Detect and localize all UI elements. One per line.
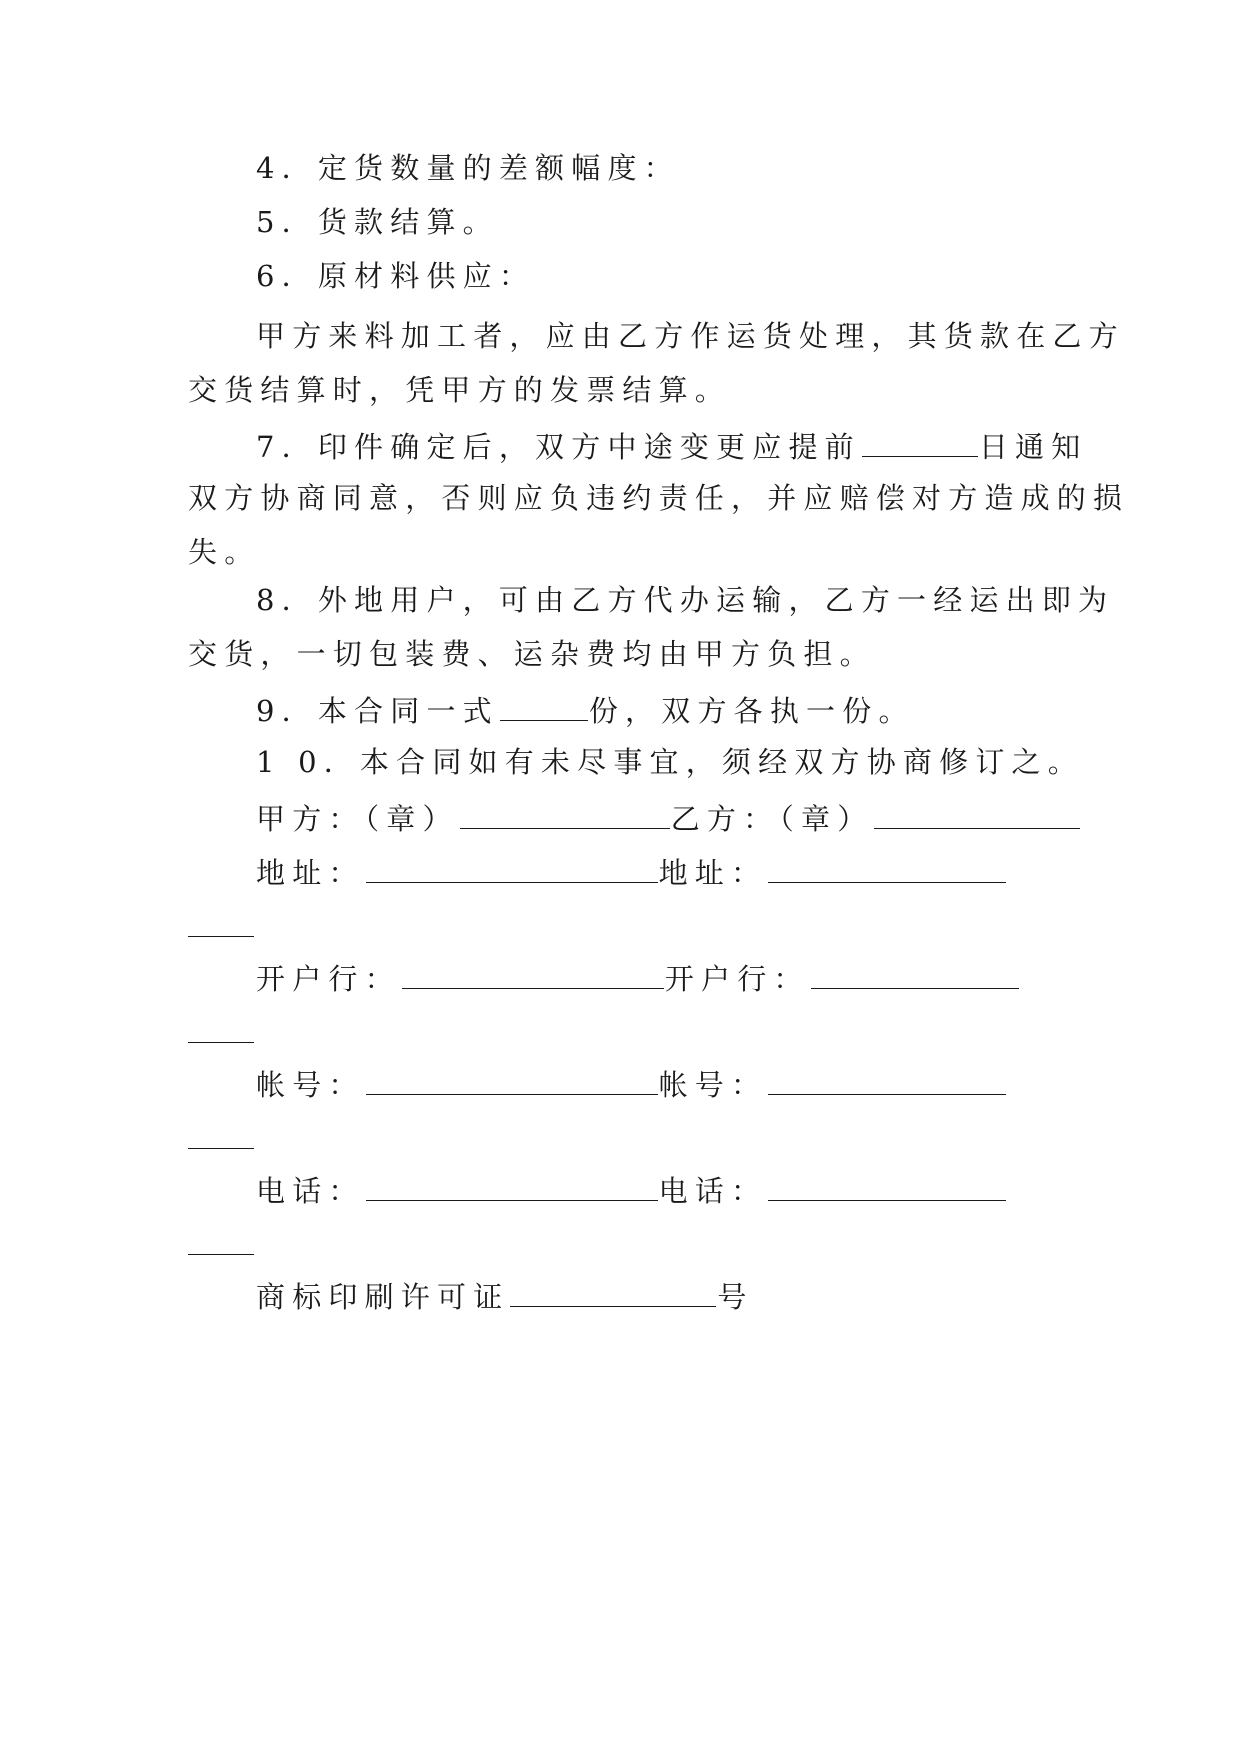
clause-6-paragraph-line-2: 交货结算时，凭甲方的发票结算。	[188, 373, 732, 407]
notice-days-blank[interactable]	[862, 424, 978, 457]
clause-4: 4．定货数量的差额幅度：	[256, 151, 680, 185]
address-row	[256, 850, 1068, 893]
party-a-address-blank[interactable]	[366, 850, 658, 883]
clause-7-text-after-blank: 日通知	[978, 430, 1088, 464]
party-b-address-label: 地址：	[658, 856, 768, 890]
clause-9	[256, 688, 1068, 731]
trademark-license-row	[256, 1274, 1068, 1317]
clause-5: 5．货款结算。	[256, 205, 499, 239]
party-a-bank-label: 开户行：	[256, 962, 401, 996]
party-b-phone-label: 电话：	[658, 1174, 768, 1208]
party-a-account-label: 帐号：	[256, 1068, 365, 1102]
phone-blank-continuation[interactable]	[188, 1254, 254, 1255]
party-b-seal-blank[interactable]	[874, 796, 1080, 829]
party-seal-row	[256, 796, 1068, 839]
party-b-account-blank[interactable]	[768, 1062, 1006, 1095]
party-a-bank-blank[interactable]	[402, 956, 664, 989]
clause-7-line-3: 失。	[188, 535, 261, 569]
clause-6-paragraph-line-1: 甲方来料加工者，应由乙方作运货处理，其货款在乙方	[256, 319, 1125, 353]
party-b-account-label: 帐号：	[658, 1068, 768, 1102]
party-b-seal-label: 乙方：（章）	[670, 802, 874, 836]
party-b-bank-label: 开户行：	[664, 962, 810, 996]
clause-9-text-before-blank: 9．本合同一式	[256, 694, 499, 728]
party-b-bank-blank[interactable]	[811, 956, 1019, 989]
clause-7-line-2: 双方协商同意，否则应负违约责任，并应赔偿对方造成的损	[188, 481, 1130, 515]
clause-7-line-1	[256, 424, 1088, 467]
account-blank-continuation[interactable]	[188, 1148, 254, 1149]
party-b-phone-blank[interactable]	[768, 1168, 1006, 1201]
bank-row	[256, 956, 1068, 999]
party-a-seal-blank[interactable]	[460, 796, 670, 829]
license-suffix: 号	[717, 1280, 754, 1314]
clause-8-line-1: 8．外地用户，可由乙方代办运输，乙方一经运出即为	[256, 583, 1115, 617]
party-a-address-label: 地址：	[256, 856, 365, 890]
clause-9-text-after-blank: 份，双方各执一份。	[588, 694, 915, 728]
clause-7-text-before-blank: 7．印件确定后，双方中途变更应提前	[256, 430, 861, 464]
address-blank-continuation[interactable]	[188, 936, 254, 937]
party-b-address-blank[interactable]	[768, 850, 1006, 883]
phone-row	[256, 1168, 1068, 1211]
license-number-blank[interactable]	[510, 1274, 716, 1307]
account-row	[256, 1062, 1068, 1105]
clause-8-line-2: 交货，一切包装费、运杂费均由甲方负担。	[188, 637, 876, 671]
party-a-phone-blank[interactable]	[366, 1168, 658, 1201]
bank-blank-continuation[interactable]	[188, 1042, 254, 1043]
clause-10: 1 0．本合同如有未尽事宜，须经双方协商修订之。	[256, 745, 1084, 779]
party-a-account-blank[interactable]	[366, 1062, 658, 1095]
license-label: 商标印刷许可证	[256, 1280, 510, 1314]
party-a-seal-label: 甲方：（章）	[256, 802, 459, 836]
party-a-phone-label: 电话：	[256, 1174, 365, 1208]
copies-count-blank[interactable]	[500, 688, 588, 721]
clause-6: 6．原材料供应：	[256, 259, 536, 293]
